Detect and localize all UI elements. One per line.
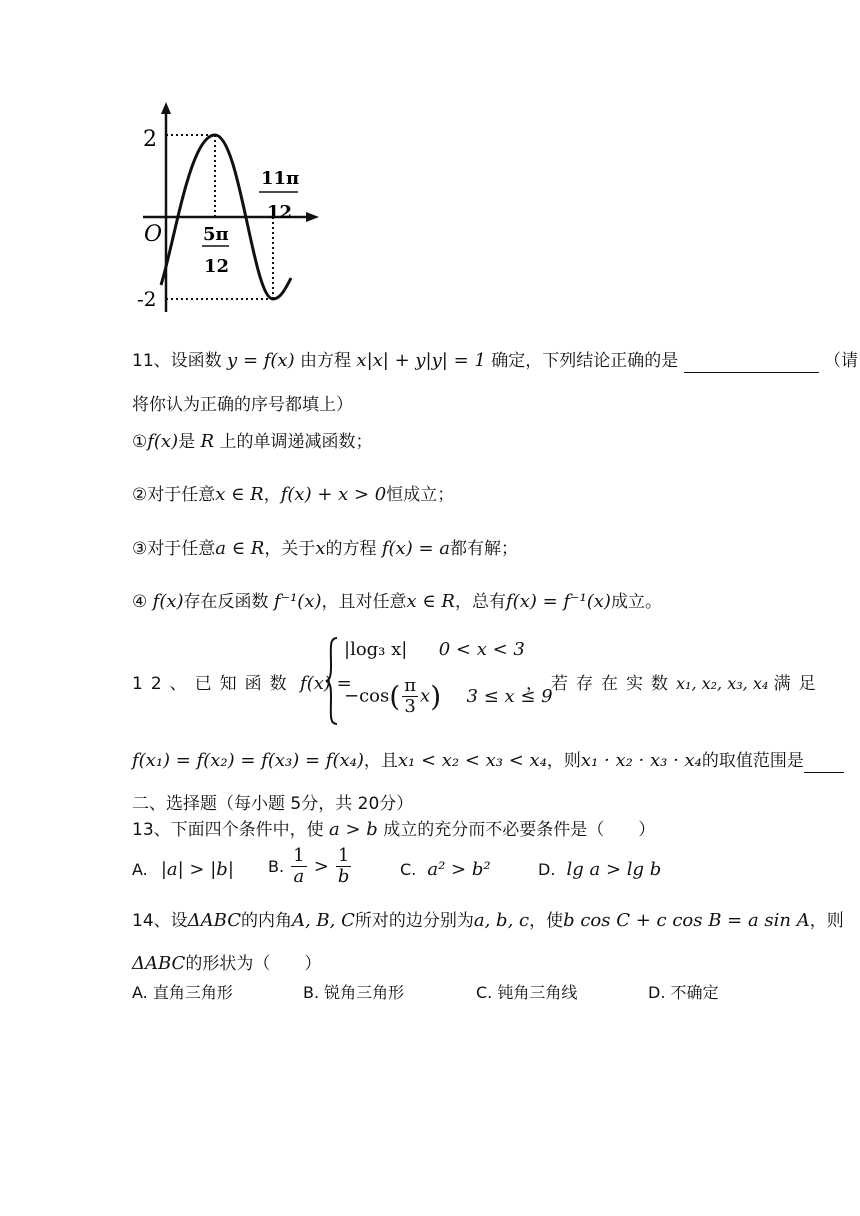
- item4-text-e: ，且对任意: [321, 592, 407, 612]
- item2-cond: x ∈ R: [215, 484, 264, 505]
- item4-text-g: ，总有: [454, 592, 506, 612]
- q12-prefix-line: [132, 669, 352, 694]
- item3-text-a: ③对于任意: [132, 539, 216, 559]
- q12-suffix-a: ，若存在实数: [526, 674, 676, 694]
- q13-option-c[interactable]: [400, 859, 491, 880]
- q13-d-label: D.: [538, 860, 556, 879]
- q13-b-label: B.: [268, 857, 285, 876]
- item2-ineq: f(x) + x > 0: [280, 484, 387, 505]
- q13-b-den2: b: [337, 866, 350, 887]
- q14-c-text: C. 钝角三角线: [476, 983, 578, 1002]
- x2-num-label: 11π: [261, 168, 300, 189]
- q13-stem-c: 成立的充分而不必要条件是（ ）: [383, 820, 656, 840]
- y-min-label: -2: [137, 287, 157, 311]
- q12-product: x₁ · x₂ · x₃ · x₄: [580, 750, 702, 771]
- q12-vars: x₁, x₂, x₃, x₄: [676, 674, 769, 693]
- q14-b-text: B. 锐角三角形: [303, 983, 405, 1002]
- q14-angles: A, B, C: [291, 910, 355, 931]
- q12-case1: [344, 639, 525, 660]
- item2-comma: ，: [263, 485, 281, 505]
- x2-den-label: 12: [267, 202, 293, 223]
- q12-case2-x: x: [420, 685, 431, 707]
- item4-fx: f(x): [152, 591, 184, 612]
- q13-stem-a: 13、下面四个条件中，使: [132, 820, 324, 840]
- q14-d-text: D. 不确定: [648, 983, 719, 1002]
- q14-line2-text: 的形状为（ ）: [185, 954, 322, 974]
- q12-brace: [324, 636, 340, 726]
- q14-line2: [132, 952, 321, 976]
- q12-line2-c: 的取值范围是: [701, 751, 804, 771]
- item4-cond: x ∈ R: [406, 591, 455, 612]
- q11-line2-text: 将你认为正确的序号都填上）: [132, 395, 353, 415]
- q11-prefix: 11、设函数: [132, 351, 222, 371]
- q11-item1: [132, 430, 372, 454]
- q12-prefix: 12、已知函数: [132, 674, 295, 694]
- q14-option-b[interactable]: [303, 980, 404, 1003]
- q13-c-label: C.: [400, 860, 417, 879]
- q13-stem: [132, 818, 655, 842]
- q14-option-c[interactable]: [476, 980, 577, 1003]
- q14-option-d[interactable]: [648, 980, 719, 1003]
- item3-text-g: 都有解；: [450, 539, 518, 559]
- q11-text-b: 由方程: [300, 351, 352, 371]
- q11-item2: [132, 483, 454, 507]
- q12-answer-blank[interactable]: [804, 754, 844, 773]
- q12-frac-den: 3: [404, 696, 416, 717]
- q12-rparen: ): [430, 680, 442, 713]
- q13-a-label: A.: [132, 860, 148, 879]
- section2-title: [132, 792, 413, 816]
- q14-equation: b cos C + c cos B = a sin A: [563, 910, 810, 931]
- q14-sides: a, b, c: [473, 910, 530, 931]
- q11-equation: x|x| + y|y| = 1: [356, 350, 486, 371]
- q14-stem-e: 所对的边分别为: [354, 911, 474, 931]
- q12-case2: [344, 676, 553, 717]
- q13-b-num2: 1: [337, 845, 350, 866]
- q11-answer-blank[interactable]: [684, 354, 819, 373]
- item4-eq: f(x) = f⁻¹(x): [505, 591, 611, 612]
- q11-line1: [132, 349, 858, 373]
- q13-option-d[interactable]: [538, 859, 661, 880]
- q11-text-c: 确定，下列结论正确的是: [491, 351, 679, 371]
- q13-d-text: lg a > lg b: [566, 859, 662, 880]
- q12-case1-expr: |log₃ x|: [344, 639, 408, 660]
- q14-stem-i: ，则: [809, 911, 844, 931]
- q14-option-a[interactable]: [132, 980, 233, 1003]
- x1-den-label: 12: [204, 256, 230, 277]
- item3-text-e: 的方程: [325, 539, 377, 559]
- y-axis-arrow: [161, 102, 171, 114]
- q14-stem-c: 的内角: [240, 911, 292, 931]
- q11-item4: [132, 590, 662, 614]
- q12-suffix-b: 满足: [773, 674, 824, 694]
- q13-b-den1: a: [293, 866, 305, 887]
- item1-marker: ①: [132, 432, 148, 452]
- q12-line2-b: ，则: [546, 751, 581, 771]
- q14-a-text: A. 直角三角形: [132, 983, 233, 1002]
- q12-frac-num: π: [404, 675, 417, 696]
- origin-label: O: [144, 222, 163, 247]
- x-axis-arrow: [306, 212, 319, 222]
- item4-inverse: f⁻¹(x): [273, 591, 322, 612]
- q14-line2-triangle: ΔABC: [132, 953, 186, 974]
- item1-R: R: [200, 431, 215, 452]
- q14-stem-g: ，使: [529, 911, 564, 931]
- function-graph: [135, 100, 335, 320]
- q12-line2: [132, 749, 844, 773]
- q12-case2-frac: [402, 676, 418, 717]
- q13-stem-cond: a > b: [329, 819, 378, 840]
- q13-b-frac1: [291, 846, 306, 887]
- q14-triangle: ΔABC: [187, 910, 241, 931]
- x1-num-label: 5π: [203, 224, 229, 245]
- q11-function: y = f(x): [227, 350, 295, 371]
- q13-b-frac2: [336, 846, 351, 887]
- q12-case1-cond: 0 < x < 3: [438, 639, 525, 660]
- item3-x: x: [315, 538, 326, 559]
- section2-title-text: 二、选择题（每小题 5分，共 20分）: [132, 794, 414, 814]
- q12-case2-cond: 3 ≤ x ≤ 9: [466, 685, 553, 707]
- item1-text-e: 上的单调递减函数；: [219, 432, 373, 452]
- item4-text-i: 成立。: [610, 592, 662, 612]
- q13-b-gt: >: [313, 856, 329, 877]
- q14-stem-a: 14、设: [132, 911, 188, 931]
- item2-text-e: 恒成立；: [386, 485, 455, 505]
- q12-fx: f(x) =: [300, 673, 352, 694]
- item2-text-a: ②对于任意: [132, 485, 216, 505]
- q11-line2: [132, 393, 353, 417]
- q12-lparen: (: [389, 680, 401, 713]
- q13-option-a[interactable]: [132, 859, 234, 880]
- q13-option-b[interactable]: [268, 846, 353, 887]
- item3-text-c: ，关于: [264, 539, 316, 559]
- q11-text-d: （请: [824, 351, 859, 371]
- q12-equalities: f(x₁) = f(x₂) = f(x₃) = f(x₄): [132, 750, 364, 771]
- q14-stem: [132, 909, 844, 933]
- item1-fx: f(x): [147, 431, 179, 452]
- q13-c-text: a² > b²: [427, 859, 491, 880]
- q13-b-num1: 1: [293, 845, 305, 866]
- q11-item3: [132, 537, 518, 561]
- q13-a-text: |a| > |b|: [160, 859, 234, 880]
- y-max-label: 2: [143, 127, 157, 152]
- item4-marker: ④: [132, 592, 148, 612]
- item3-eq: f(x) = a: [381, 538, 450, 559]
- q12-inequality: x₁ < x₂ < x₃ < x₄: [397, 750, 547, 771]
- q12-suffix: [526, 669, 824, 694]
- item4-text-c: 存在反函数: [183, 592, 269, 612]
- q12-case2-cos: −cos: [344, 685, 390, 707]
- item3-cond: a ∈ R: [215, 538, 265, 559]
- q12-line2-a: ，且: [363, 751, 398, 771]
- item1-text-c: 是: [178, 432, 196, 452]
